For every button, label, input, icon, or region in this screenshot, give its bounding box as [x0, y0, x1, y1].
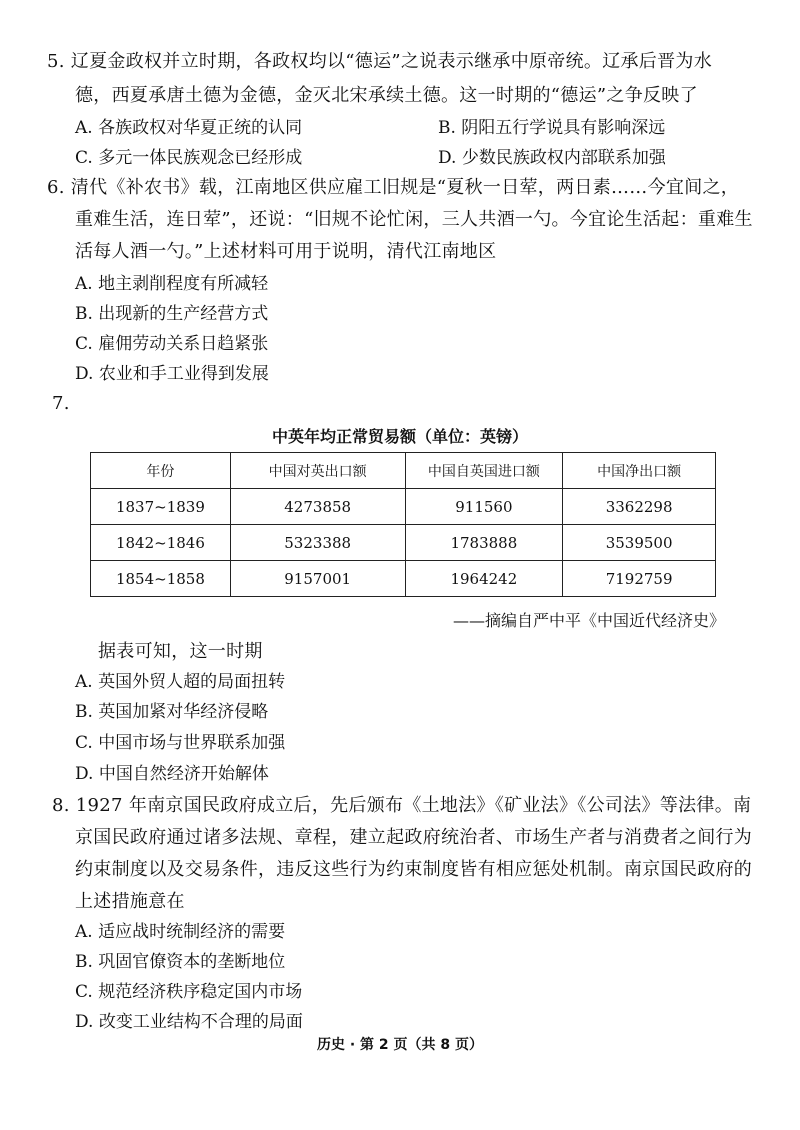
q6-stem-line-2: 重难生活，连日荤”，还说：“旧规不论忙闲，三人共酒一勺。今宜论生活起：重难生 — [75, 209, 753, 230]
table-cell: 1783888 — [405, 525, 563, 561]
q6-stem-line-3: 活每人酒一勺。”上述材料可用于说明，清代江南地区 — [75, 241, 497, 262]
q5-stem-line-1: 5. 辽夏金政权并立时期，各政权均以“德运”之说表示继承中原帝统。辽承后晋为水 — [47, 51, 712, 72]
table-cell: 5323388 — [230, 525, 405, 561]
page-footer: 历史 · 第 2 页（共 8 页） — [316, 1037, 484, 1053]
q6-option-b: B. 出现新的生产经营方式 — [75, 304, 269, 324]
table-row — [91, 561, 716, 597]
q5-stem-line-2: 德，西夏承唐土德为金德，金灭北宋承续土德。这一时期的“德运”之争反映了 — [75, 85, 698, 106]
q8-stem-line-3: 约束制度以及交易条件，违反这些行为约束制度皆有相应惩处机制。南京国民政府的 — [75, 859, 753, 880]
q8-stem-line-2: 京国民政府通过诸多法规、章程，建立起政府统治者、市场生产者与消费者之间行为 — [75, 827, 753, 848]
table-cell: 9157001 — [230, 561, 405, 597]
q8-stem-line-4: 上述措施意在 — [75, 891, 185, 912]
q8-option-a: A. 适应战时统制经济的需要 — [75, 922, 286, 942]
header-year: 年份 — [91, 453, 231, 489]
q7-option-d: D. 中国自然经济开始解体 — [75, 764, 269, 784]
q7-number: 7. — [52, 393, 70, 414]
table-cell: 1854~1858 — [91, 561, 231, 597]
q7-stem: 据表可知，这一时期 — [98, 641, 263, 662]
table-cell: 1837~1839 — [91, 489, 231, 525]
table-cell: 1964242 — [405, 561, 563, 597]
table-cell: 911560 — [405, 489, 563, 525]
table-cell: 4273858 — [230, 489, 405, 525]
q6-option-a: A. 地主剥削程度有所减轻 — [75, 274, 269, 294]
table-row — [91, 489, 716, 525]
q6-option-d: D. 农业和手工业得到发展 — [75, 364, 269, 384]
table-cell: 3539500 — [563, 525, 716, 561]
q5-option-d: D. 少数民族政权内部联系加强 — [438, 148, 666, 168]
header-import: 中国自英国进口额 — [405, 453, 563, 489]
q5-option-b: B. 阴阳五行学说具有影响深远 — [438, 118, 666, 138]
table-cell: 7192759 — [563, 561, 716, 597]
q7-option-b: B. 英国加紧对华经济侵略 — [75, 702, 269, 722]
q8-option-c: C. 规范经济秩序稳定国内市场 — [75, 982, 303, 1002]
trade-table — [90, 452, 716, 597]
q7-option-a: A. 英国外贸人超的局面扭转 — [75, 672, 286, 692]
header-net-export: 中国净出口额 — [563, 453, 716, 489]
q6-option-c: C. 雇佣劳动关系日趋紧张 — [75, 334, 269, 354]
table-cell: 1842~1846 — [91, 525, 231, 561]
q8-option-d: D. 改变工业结构不合理的局面 — [75, 1012, 303, 1032]
table-cell: 3362298 — [563, 489, 716, 525]
trade-table-caption: 中英年均正常贸易额（单位：英镑） — [271, 427, 528, 446]
q6-stem-line-1: 6. 清代《补农书》载，江南地区供应雇工旧规是“夏秋一日荤，两日素……今宜间之， — [47, 177, 740, 198]
table-source: ——摘编自严中平《中国近代经济史》 — [452, 611, 725, 630]
q8-option-b: B. 巩固官僚资本的垄断地位 — [75, 952, 286, 972]
q8-stem-line-1: 8. 1927 年南京国民政府成立后，先后颁布《土地法》《矿业法》《公司法》等法律。南 — [52, 795, 752, 816]
table-header-row — [91, 453, 716, 489]
q5-option-a: A. 各族政权对华夏正统的认同 — [75, 118, 303, 138]
q5-option-c: C. 多元一体民族观念已经形成 — [75, 148, 303, 168]
q7-option-c: C. 中国市场与世界联系加强 — [75, 733, 286, 753]
table-row — [91, 525, 716, 561]
header-export: 中国对英出口额 — [230, 453, 405, 489]
